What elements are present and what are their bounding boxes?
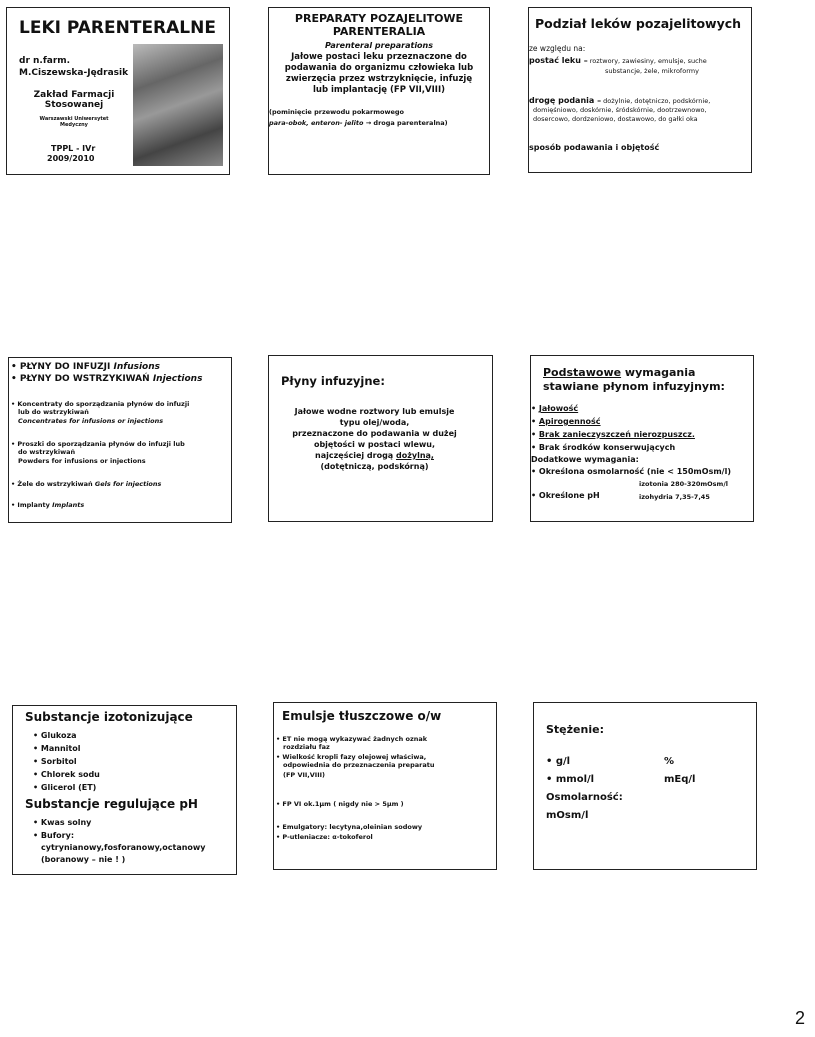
definition-line: lub implantację (FP VII,VIII) bbox=[312, 85, 445, 95]
year: 2009/2010 bbox=[47, 154, 95, 163]
definition-line: zwierzęcia przez wstrzyknięcie, infuzję bbox=[285, 74, 473, 84]
page-number: 2 bbox=[794, 1008, 805, 1028]
note-line: (pominięcie przewodu pokarmowego bbox=[269, 108, 404, 116]
slide-fat-emulsions: Emulsje tłuszczowe o/w • ET nie mogą wykazywać żadnych oznak rozdziału faz • Wielkość kropli fazy olejowej właściwa, odpowiednia do przeznaczenia preparatu (FP VII,VIII) • FP VI ok.1μm ( nigdy nie > 5μm ) • Emulgatory: lecytyna,oleinian sodowy • P-utleniacze: α-tokoferol bbox=[273, 702, 497, 870]
department: Zakład Farmacji Stosowanej bbox=[33, 90, 115, 110]
author-degree: dr n.farm. bbox=[19, 56, 71, 66]
slide-heading: PREPARATY POZAJELITOWE bbox=[294, 12, 464, 25]
slide-heading: Podział leków pozajelitowych bbox=[535, 16, 742, 31]
slide-heading-2: PARENTERALIA bbox=[332, 25, 426, 38]
slide-title-heading: LEKI PARENTERALNE bbox=[19, 18, 216, 38]
bullet-form: postać leku – bbox=[529, 56, 588, 65]
medicine-bottles-photo bbox=[133, 44, 223, 166]
slide-concentration: Stężenie: • g/l % • mmol/l mEq/l Osmolarność: mOsm/l bbox=[533, 702, 757, 870]
course: TPPL - IVr bbox=[51, 144, 96, 153]
slide-title bbox=[6, 7, 230, 175]
slide-preparation-types: • PŁYNY DO INFUZJI Infusions • PŁYNY DO WSTRZYKIWAŃ Injections • Koncentraty do sporządzania płynów do infuzji lub do wstrzykiwań Concentrates for infusions or injections • Proszki do sporządzania płynów do infuzji lub do wstrzykiwań Powders for infusions or injections • Żele do wstrzykiwań Gels for injections • Implanty Implants bbox=[8, 357, 232, 523]
author-name: M.Ciszewska-Jędrasik bbox=[19, 68, 129, 78]
slide-isotonizing: Substancje izotonizujące • Glukoza • Mannitol • Sorbitol • Chlorek sodu • Glicerol (ET) Substancje regulujące pH • Kwas solny • Bufory: cytrynianowy,fosforanowy,octanowy (boranowy – nie ! ) bbox=[12, 705, 237, 875]
slide-requirements: Podstawowe wymagania stawiane płynom infuzyjnym: • Jałowość • Apirogenność • Brak zanieczyszczeń nierozpuszcz. • Brak środków konserwujących Dodatkowe wymagania: • Określona osmolarność (nie < 150mOsm/l) izotonia 280-320mOsm/l • Określone pH izohydria 7,35-7,45 bbox=[530, 355, 754, 522]
slide-infusion-fluids: Płyny infuzyjne: Jałowe wodne roztwory lub emulsje typu olej/woda, przeznaczone do podawania w dużej objętości w postaci wlewu, najczęściej drogą dożylną, (dotętniczą, podskórną) bbox=[268, 355, 493, 522]
bullet-method: sposób podawania i objętość bbox=[529, 143, 660, 152]
slide-subtitle: Parenteral preparations bbox=[324, 41, 434, 50]
note-line: para-obok, enteron- jelito → droga parenteralna) bbox=[269, 119, 448, 127]
slide-classification: Podział leków pozajelitowych ze względu na: postać leku – roztwory, zawiesiny, emulsje, suche substancje, żele, mikroformy drogę podania – dożylnie, dotętniczo, podskórnie, domięśniowo, doskórnie, śródskórnie, dootrzewnowo, dosercowo, dordzeniowo, dostawowo, do gałki oka sposób podawania i objętość bbox=[528, 7, 752, 173]
intro-text: ze względu na: bbox=[529, 44, 586, 53]
slide-parenteral-definition bbox=[268, 7, 490, 175]
slide-heading: Płyny infuzyjne: bbox=[281, 374, 385, 388]
university: Warszawski Uniwersytet Medyczny bbox=[39, 116, 109, 128]
bullet-route: drogę podania – bbox=[529, 96, 602, 105]
definition-line: podawania do organizmu człowieka lub bbox=[284, 63, 474, 73]
definition-line: Jałowe postaci leku przeznaczone do bbox=[291, 52, 467, 62]
